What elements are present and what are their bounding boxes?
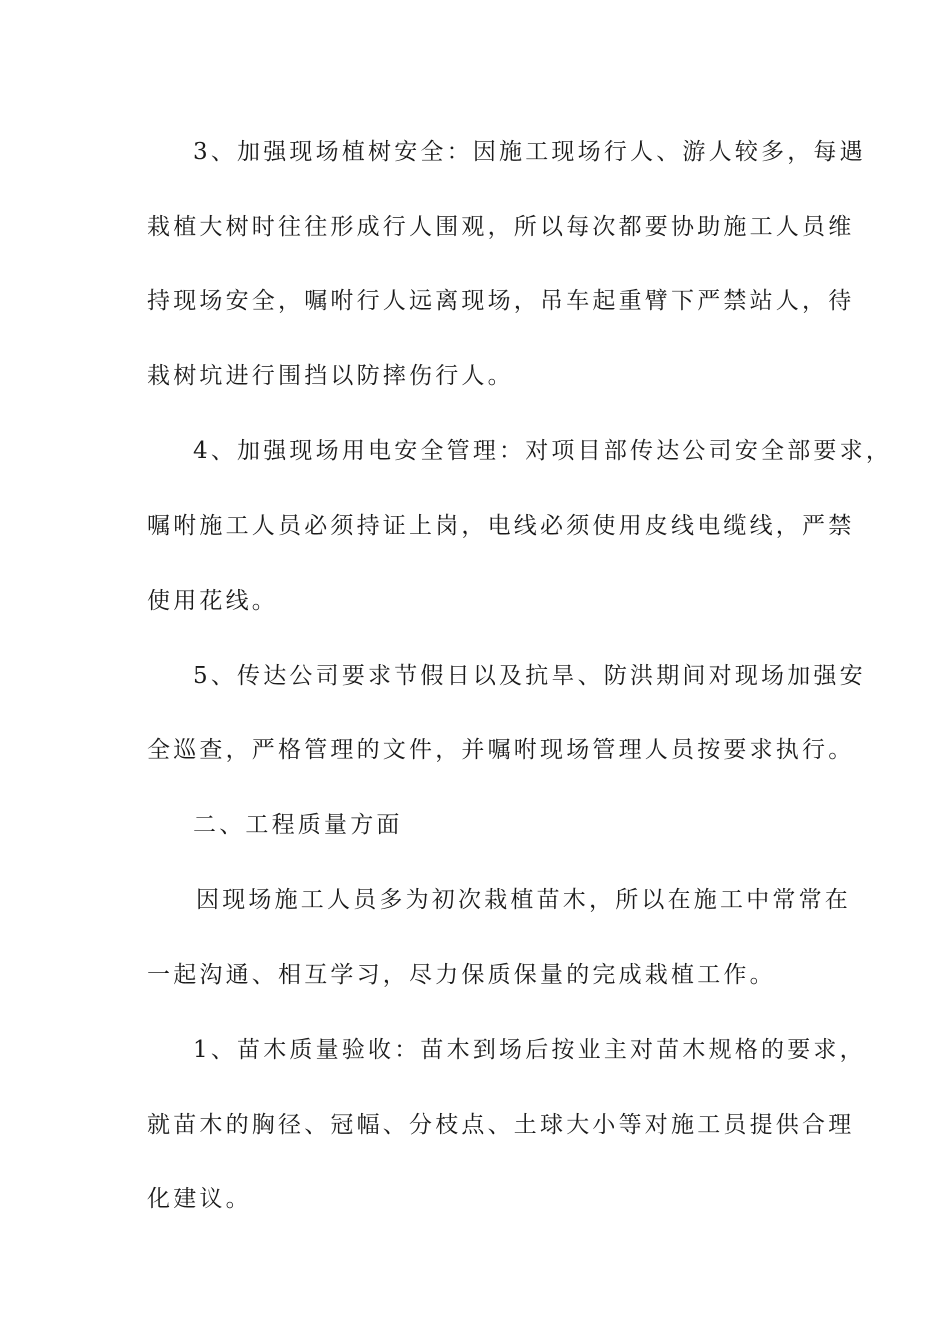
paragraph-3-line-3: 持现场安全，嘱咐行人远离现场，吊车起重臂下严禁站人，待 [147, 288, 855, 314]
paragraph-5-line-2: 全巡查，严格管理的文件，并嘱咐现场管理人员按要求执行。 [147, 737, 855, 763]
paragraph-3-line-1: 3、加强现场植树安全：因施工现场行人、游人较多，每遇 [193, 139, 866, 165]
paragraph-5-line-1: 5、传达公司要求节假日以及抗旱、防洪期间对现场加强安 [193, 663, 866, 689]
paragraph-4-line-3: 使用花线。 [147, 588, 278, 614]
section-intro-line-1: 因现场施工人员多为初次栽植苗木，所以在施工中常常在 [196, 887, 851, 913]
paragraph-4-line-2: 嘱咐施工人员必须持证上岗，电线必须使用皮线电缆线，严禁 [147, 513, 855, 539]
section-heading: 二、工程质量方面 [193, 812, 403, 838]
section-intro-line-2: 一起沟通、相互学习，尽力保质保量的完成栽植工作。 [147, 962, 776, 988]
paragraph-1-line-2: 就苗木的胸径、冠幅、分枝点、土球大小等对施工员提供合理 [147, 1112, 855, 1138]
paragraph-4-line-1: 4、加强现场用电安全管理：对项目部传达公司安全部要求， [193, 438, 893, 464]
paragraph-3-line-2: 栽植大树时往往形成行人围观，所以每次都要协助施工人员维 [147, 214, 855, 240]
paragraph-1-line-1: 1、苗木质量验收：苗木到场后按业主对苗木规格的要求， [193, 1037, 866, 1063]
paragraph-1-line-3: 化建议。 [147, 1186, 252, 1212]
paragraph-3-line-4: 栽树坑进行围挡以防摔伤行人。 [147, 363, 514, 389]
